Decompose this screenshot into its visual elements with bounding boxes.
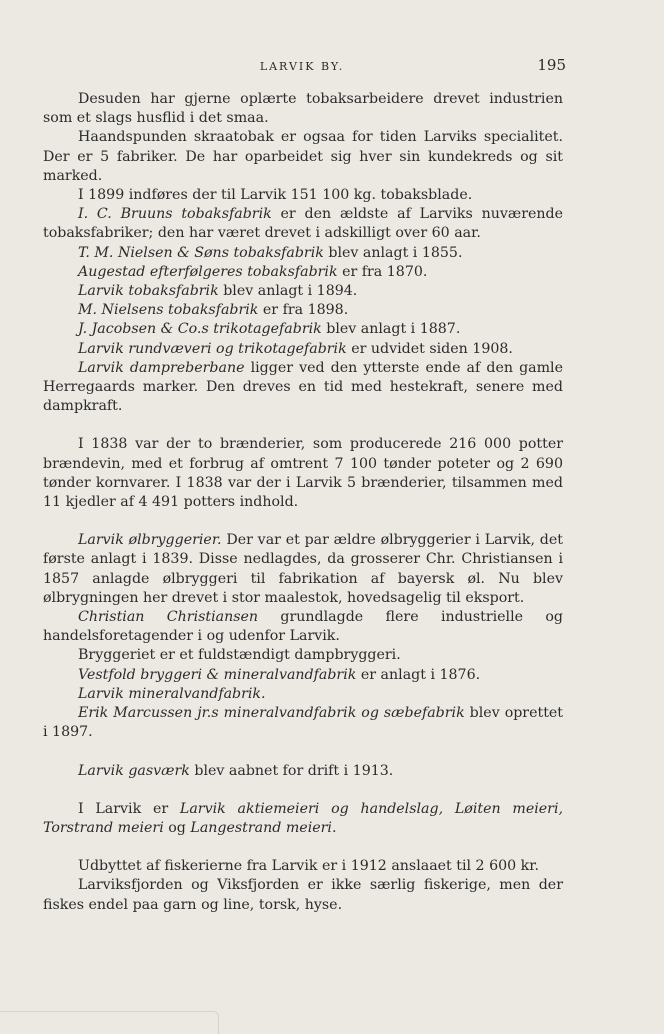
paragraph	[43, 435, 563, 512]
text-run: og	[163, 819, 191, 836]
paragraph	[43, 301, 563, 320]
italic-phrase: Langestrand meieri.	[190, 819, 337, 836]
text-run: Haandspunden skraatobak er ogsaa for tiden Larviks specialitet. Der er 5 fabriker. De har oparbeidet sig hver sin kundekreds og sit marked.	[43, 129, 563, 184]
body-text	[43, 90, 563, 915]
paragraph	[43, 340, 563, 359]
italic-phrase: Erik Marcussen jr.s mineralvandfabrik og sæbefabrik	[78, 705, 465, 722]
text-run: blev anlagt i 1855.	[323, 244, 463, 261]
text-run: I 1899 indføres der til Larvik 151 100 kg. tobaksblade.	[78, 187, 473, 204]
text-run: blev aabnet for drift i 1913.	[189, 762, 394, 779]
text-run: er fra 1898.	[258, 302, 349, 319]
italic-phrase: T. M. Nielsen & Søns tobaksfabrik	[78, 244, 324, 261]
paragraph	[43, 282, 563, 301]
text-run: blev anlagt i 1887.	[321, 321, 461, 338]
italic-phrase: Larvik ølbryggerier.	[78, 532, 222, 549]
paragraph	[43, 531, 563, 608]
text-run: er udvidet siden 1908.	[346, 340, 513, 357]
paragraph	[43, 608, 563, 646]
section-gap	[43, 512, 563, 531]
section-gap	[43, 416, 563, 435]
text-run: er den ældste af Larviks nuværende tobaksfabriker; den har været drevet i adskilligt over 60 aar.	[43, 206, 563, 242]
italic-phrase: Larvik gasværk	[78, 762, 190, 779]
italic-phrase: Christian Christiansen	[78, 609, 259, 626]
text-run: I 1838 var der to brænderier, som producerede 216 000 potter brændevin, med et forbrug af omtrent 7 100 tønder poteter og 2 690 tønder kornvarer. I 1838 var der i Larvik 5 brænderier, tilsammen med 11 kjedler af 4 491 potters indhold.	[43, 436, 563, 511]
italic-phrase: I. C. Bruuns tobaksfabrik	[78, 206, 272, 223]
paragraph	[43, 876, 563, 914]
section-gap	[43, 781, 563, 800]
text-run: er anlagt i 1876.	[356, 666, 481, 683]
text-run: Der var et par ældre ølbryggerier i Larvik, det første anlagt i 1839. Disse nedlagdes, da grosserer Chr. Christiansen i 1857 anlagde ølbryggeri til fabrikation af bayersk øl. Nu blev ølbrygningen her drevet i stor maalestok, hovedsagelig til eksport.	[43, 532, 563, 606]
italic-phrase: Larvik tobaksfabrik	[78, 283, 219, 300]
text-run: blev anlagt i 1894.	[218, 283, 358, 300]
paragraph	[43, 666, 563, 685]
text-run: grundlagde flere industrielle og handelsforetagender i og udenfor Larvik.	[43, 609, 563, 645]
running-head: LARVIK BY.	[259, 60, 345, 73]
italic-phrase: Larvik rundvæveri og trikotagefabrik	[78, 340, 347, 357]
italic-phrase: Larvik aktiemeieri og handelslag, Løiten meieri, Torstrand meieri	[43, 800, 563, 836]
paragraph	[43, 186, 563, 205]
text-run: er fra 1870.	[337, 263, 428, 280]
paragraph	[43, 90, 563, 128]
paragraph	[43, 244, 563, 263]
paragraph	[43, 320, 563, 339]
scan-edge-mark	[0, 1011, 219, 1034]
text-run: Desuden har gjerne oplærte tobaksarbeidere drevet industrien som et slags husflid i det smaa.	[43, 91, 563, 127]
paragraph	[43, 263, 563, 282]
text-run: I Larvik er	[78, 800, 180, 817]
italic-phrase: J. Jacobsen & Co.s trikotagefabrik	[78, 321, 322, 338]
text-run: Larviksfjorden og Viksfjorden er ikke særlig fiskerige, men der fiskes endel paa garn og line, torsk, hyse.	[43, 877, 563, 913]
italic-phrase: M. Nielsens tobaksfabrik	[78, 302, 259, 319]
italic-phrase: Larvik mineralvandfabrik.	[78, 685, 266, 702]
paragraph	[43, 704, 563, 742]
paragraph	[43, 800, 563, 838]
text-run: Bryggeriet er et fuldstændigt dampbryggeri.	[78, 647, 401, 664]
paragraph	[43, 128, 563, 186]
section-gap	[43, 743, 563, 762]
paragraph	[43, 857, 563, 876]
paragraph	[43, 205, 563, 243]
text-run: ligger ved den ytterste ende af den gamle Herregaards marker. Den dreves en tid med hestekraft, senere med dampkraft.	[43, 359, 563, 415]
section-gap	[43, 838, 563, 857]
italic-phrase: Vestfold bryggeri & mineralvandfabrik	[78, 666, 357, 683]
paragraph	[43, 762, 563, 781]
text-run: Udbyttet af fiskerierne fra Larvik er i 1912 anslaaet til 2 600 kr.	[78, 858, 539, 875]
paragraph	[43, 359, 563, 417]
page-header	[0, 56, 664, 80]
page-number: 195	[537, 56, 566, 74]
italic-phrase: Larvik dampreberbane	[78, 359, 245, 376]
paragraph	[43, 685, 563, 704]
text-run: blev oprettet i 1897.	[43, 705, 563, 741]
paragraph	[43, 646, 563, 665]
italic-phrase: Augestad efterfølgeres tobaksfabrik	[78, 263, 338, 280]
